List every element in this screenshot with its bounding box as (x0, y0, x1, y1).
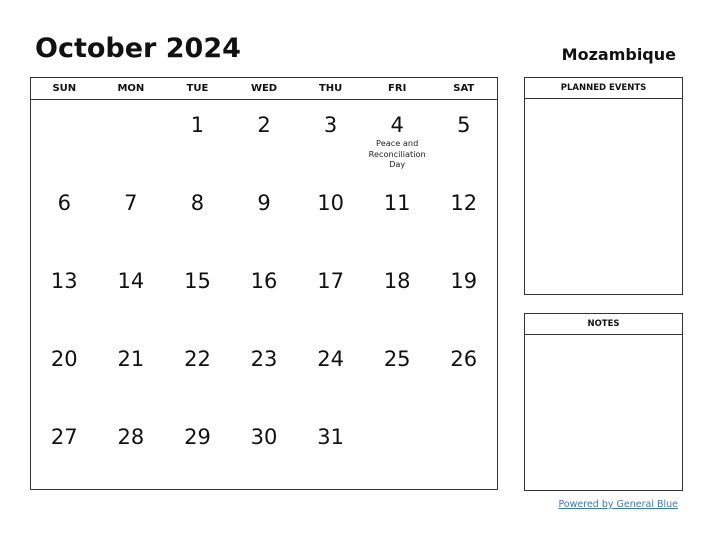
weekday-label: TUE (186, 83, 209, 94)
day-cell (430, 412, 497, 490)
day-cell (430, 256, 497, 334)
day-number: 27 (50, 425, 78, 449)
day-cell (164, 256, 231, 334)
calendar-grid (30, 77, 498, 490)
day-cell (98, 178, 165, 256)
day-number: 24 (317, 347, 344, 371)
day-cell (164, 100, 231, 178)
day-number: 23 (250, 347, 278, 371)
day-number: 26 (450, 347, 478, 371)
day-cell (364, 256, 431, 334)
week-row (31, 100, 497, 178)
day-number: 17 (317, 269, 344, 293)
day-cell (297, 334, 364, 412)
day-cell (231, 100, 298, 178)
weekday-label: FRI (388, 83, 407, 94)
day-cell (164, 334, 231, 412)
notes-title: NOTES (525, 314, 682, 335)
day-number: 6 (57, 191, 71, 215)
day-number: 8 (190, 191, 205, 215)
day-number: 3 (323, 113, 338, 137)
week-row (31, 256, 497, 334)
day-cell (430, 334, 497, 412)
powered-by-link[interactable]: Powered by General Blue (558, 499, 678, 510)
calendar-title: October 2024 (35, 33, 241, 64)
day-number: 9 (257, 191, 271, 215)
country-name: Mozambique (561, 45, 676, 64)
day-cell (231, 256, 298, 334)
day-number: 16 (250, 269, 278, 293)
day-cell (31, 334, 98, 412)
day-cell (297, 412, 364, 490)
day-cell (430, 100, 497, 178)
week-row (31, 412, 497, 490)
day-number: 10 (317, 191, 344, 215)
weekday-label: SAT (453, 83, 475, 94)
day-cell (31, 412, 98, 490)
planned-events-title: PLANNED EVENTS (525, 78, 682, 99)
day-number: 22 (184, 347, 211, 371)
day-cell (31, 100, 98, 178)
day-number (31, 100, 98, 114)
week-row (31, 334, 497, 412)
day-cell (364, 334, 431, 412)
day-cell (164, 178, 231, 256)
day-cell (297, 256, 364, 334)
day-cell (231, 412, 298, 490)
day-cell (364, 178, 431, 256)
week-row (31, 178, 497, 256)
day-number: 19 (450, 269, 478, 293)
day-cell (231, 178, 298, 256)
day-cell (297, 178, 364, 256)
weekday-label: THU (318, 83, 343, 94)
day-number: 15 (184, 269, 211, 293)
holiday-label: Peace and Reconciliation Day (368, 138, 426, 169)
day-cell (98, 412, 165, 490)
day-number: 2 (257, 113, 271, 137)
day-number: 5 (457, 113, 471, 137)
day-cell (98, 334, 165, 412)
day-number: 11 (383, 191, 411, 215)
notes-panel (524, 313, 683, 491)
day-number: 1 (190, 113, 205, 137)
weekday-header (31, 78, 497, 100)
day-cell (98, 256, 165, 334)
day-cell (98, 100, 165, 178)
day-number: 21 (117, 347, 145, 371)
day-number: 30 (250, 425, 278, 449)
day-number (430, 412, 497, 426)
day-cell (430, 178, 497, 256)
day-cell (231, 334, 298, 412)
day-number (98, 100, 165, 114)
day-number: 18 (383, 269, 411, 293)
calendar-weeks (31, 100, 497, 489)
day-cell (297, 100, 364, 178)
day-number: 25 (383, 347, 411, 371)
day-number: 14 (117, 269, 145, 293)
day-number: 29 (184, 425, 211, 449)
planned-events-panel (524, 77, 683, 295)
weekday-label: WED (250, 83, 278, 94)
day-number: 12 (450, 191, 478, 215)
day-number: 13 (50, 269, 78, 293)
day-number: 31 (317, 425, 344, 449)
day-number: 28 (117, 425, 145, 449)
day-cell (364, 100, 431, 178)
day-number: 7 (124, 191, 138, 215)
day-number (364, 412, 431, 426)
day-cell (364, 412, 431, 490)
day-number: 20 (50, 347, 78, 371)
day-cell (31, 256, 98, 334)
day-cell (31, 178, 98, 256)
day-number: 4 (390, 113, 404, 137)
weekday-label: MON (117, 83, 145, 94)
weekday-label: SUN (52, 83, 77, 94)
day-cell (164, 412, 231, 490)
